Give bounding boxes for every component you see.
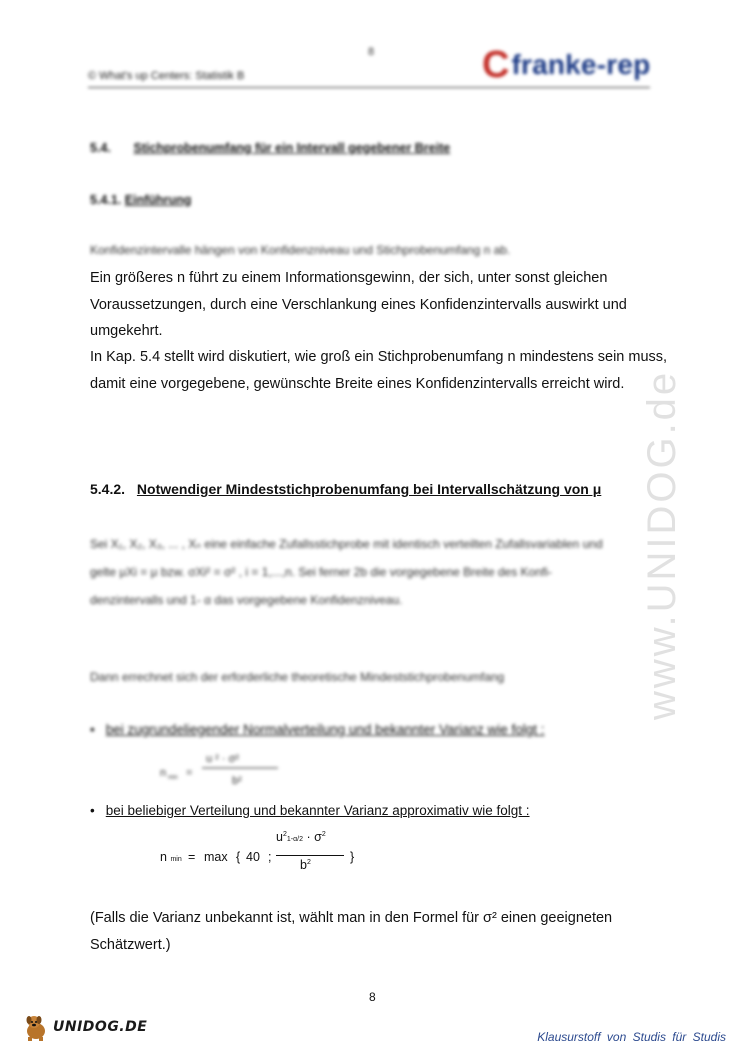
logo-text: franke-rep bbox=[511, 49, 651, 80]
formula-n: n min bbox=[160, 850, 182, 864]
header-divider bbox=[88, 87, 650, 88]
unidog-watermark: www.UNIDOG.de bbox=[640, 369, 684, 720]
unidog-footer-logo bbox=[22, 1012, 147, 1042]
subsection-2-title: Notwendiger Mindeststichprobenumfang bei Intervallschätzung von μ bbox=[136, 481, 602, 497]
blurred-formula bbox=[160, 750, 300, 792]
subsection-1-title: Einführung bbox=[124, 193, 192, 207]
bullet-normal-distribution bbox=[90, 722, 545, 737]
svg-text:u ² · σ²: u ² · σ² bbox=[206, 753, 240, 765]
bullet-arbitrary-distribution bbox=[90, 803, 530, 818]
intro-sentence: Konfidenzintervalle hängen von Konfidenzniveau und Stichprobenumfang n ab. bbox=[90, 243, 511, 257]
section-heading bbox=[90, 141, 450, 155]
formula-equals: = bbox=[188, 850, 196, 864]
blurred-paragraph-1: Sei X₁, X₂, X₃, ... , Xₙ eine einfache Zufallsstichprobe mit identisch verteilten Zufallsvariablen und gelte μXi = μ bzw. σXi² = σ² , i = 1,...,n. Sei ferner 2b die vorgegebene Breite des Konfi-denzintervalls und 1- α das vorgegebene Konfidenzniveau. bbox=[90, 537, 603, 607]
section-number: 5.4. bbox=[90, 141, 111, 155]
header-page-number: 8 bbox=[368, 46, 375, 58]
paragraph-1: Ein größeres n führt zu einem Informationsgewinn, der sich, unter sonst gleichen Voraussetzungen, durch eine Verschlankung eines Konfidenzintervalls auswirkt und umgekehrt. bbox=[90, 270, 627, 339]
footer-logo-text: UNIDOG.DE bbox=[53, 1019, 148, 1035]
svg-text:b²: b² bbox=[232, 775, 242, 787]
bullet-dot: • bbox=[90, 803, 95, 818]
formula-denominator: $b^2$ bbox=[300, 858, 311, 872]
footer-tagline: Klausurstoff von Studis für Studis bbox=[537, 1030, 726, 1044]
formula-fraction-bar bbox=[276, 855, 344, 856]
subsection-heading-2 bbox=[90, 481, 601, 497]
formula-brace-open: { bbox=[236, 850, 241, 864]
subsection-heading-1 bbox=[90, 193, 191, 207]
subsection-1-number: 5.4.1. bbox=[90, 193, 122, 207]
paragraph-2: In Kap. 5.4 stellt wird diskutiert, wie groß ein Stichprobenumfang n mindestens sein muss, damit eine vorgegebene, gewünschte Breite eines Konfidenzintervalls erreicht wird. bbox=[90, 349, 668, 392]
min-sample-size-formula bbox=[160, 830, 380, 880]
formula-semicolon: ; bbox=[268, 850, 272, 864]
blurred-paragraph-2: Dann errechnet sich der erforderliche theoretische Mindeststichprobenumfang bbox=[90, 670, 505, 684]
svg-text:=: = bbox=[186, 767, 193, 779]
franke-rep-logo bbox=[482, 44, 650, 86]
bullet-1-text: bei zugrundeliegender Normalverteilung und bekannter Varianz wie folgt : bbox=[105, 722, 545, 737]
svg-text:min: min bbox=[168, 775, 178, 781]
formula-forty: 40 bbox=[246, 850, 260, 864]
closing-note: (Falls die Varianz unbekannt ist, wählt man in den Formel für σ² einen geeigneten Schätzwert.) bbox=[90, 910, 613, 953]
svg-text:n: n bbox=[160, 767, 167, 779]
bullet-dot: • bbox=[90, 722, 95, 737]
logo-mark: C bbox=[482, 44, 510, 86]
formula-brace-close: } bbox=[350, 850, 355, 864]
page-number: 8 bbox=[369, 990, 376, 1004]
formula-numerator: $u^21-\alpha/2 \cdot \sigma^2$ bbox=[276, 830, 326, 844]
formula-max: max bbox=[204, 850, 228, 864]
bullet-2-text: bei beliebiger Verteilung und bekannter Varianz approximativ wie folgt : bbox=[105, 803, 530, 818]
header-source-text: © What's up Centers: Statistik B bbox=[88, 70, 245, 82]
subsection-2-number: 5.4.2. bbox=[90, 481, 126, 497]
section-title: Stichprobenumfang für ein Intervall gegebener Breite bbox=[133, 141, 451, 155]
dog-icon bbox=[22, 1012, 50, 1042]
